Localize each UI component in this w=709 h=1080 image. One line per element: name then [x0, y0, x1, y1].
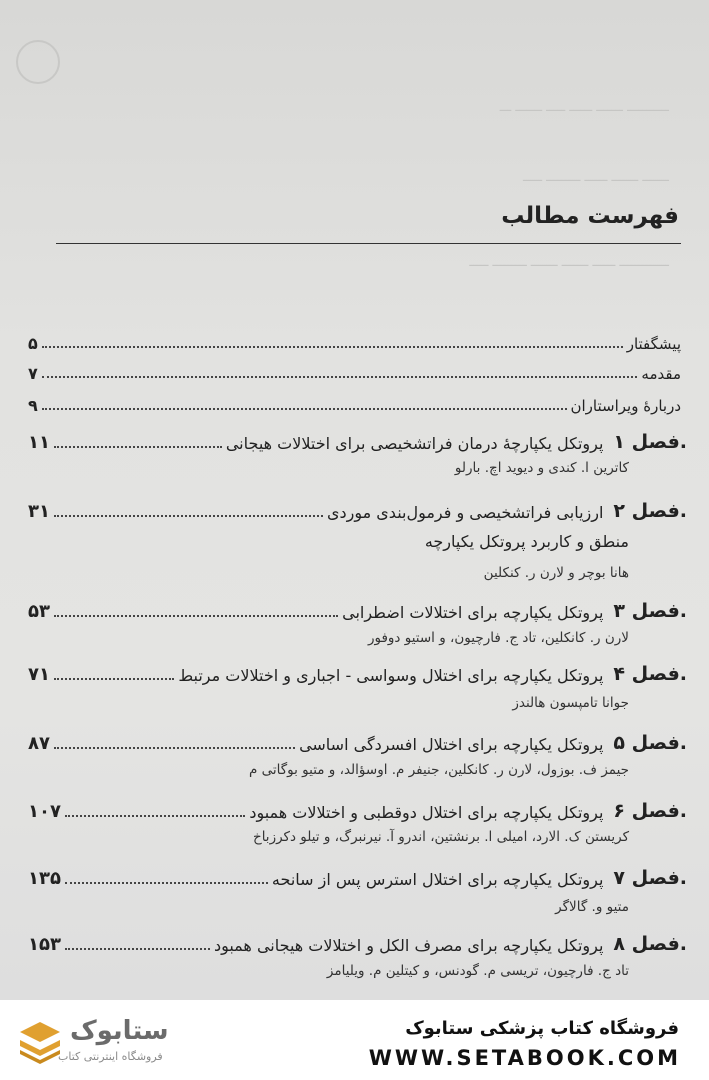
page-number: ۹	[28, 396, 38, 415]
chapter-authors: جیمز ف. بوزول، لارن ر. کانکلین، جنیفر م. اوسؤالد، و متیو بوگاتی م	[248, 762, 629, 778]
dot-leader	[65, 882, 268, 884]
toc-entry-about-editors[interactable]	[28, 391, 681, 415]
page-number: ۱۱	[28, 432, 50, 453]
dot-leader	[54, 678, 174, 680]
toc-entry-chapter-1[interactable]	[28, 427, 687, 453]
chapter-title: پروتکل یکپارچه برای اختلال وسواسی - اجباری و اختلالات مرتبط	[178, 666, 604, 685]
page-number: ۱۰۷	[28, 801, 61, 822]
page-number: ۸۷	[28, 733, 50, 754]
toc-entry-introduction[interactable]	[28, 359, 681, 383]
chapter-label: فصل ۴.	[613, 663, 687, 685]
chapter-authors: تاد ج. فارچیون، تریسی م. گودنس، و کیتلین م. ویلیامز	[326, 963, 629, 979]
chapter-label: فصل ۸.	[613, 933, 687, 955]
dot-leader	[54, 615, 338, 617]
chapter-label: فصل ۳.	[613, 600, 687, 622]
chapter-title: پروتکل یکپارچه برای اختلال افسردگی اساسی	[299, 735, 604, 754]
toc-entry-preface[interactable]	[28, 329, 681, 353]
dot-leader	[42, 376, 638, 378]
bleed-through-text: ـــــــــــ ـــــــ ــــــ ـــــ ـــــــ ـــ	[499, 100, 669, 115]
chapter-authors: کریستن ک. الارد، امیلی ا. برنشتین، اندرو آ. نیرنبرگ، و تیلو دکرزباخ	[252, 829, 629, 845]
toc-entry-chapter-7[interactable]	[28, 863, 687, 889]
dot-leader	[65, 815, 245, 817]
title-underline	[56, 243, 681, 244]
page-number: ۱۳۵	[28, 868, 61, 889]
toc-entry-chapter-6[interactable]	[28, 796, 687, 822]
page-number: ۷۱	[28, 664, 50, 685]
toc-entry-chapter-2[interactable]	[28, 496, 687, 522]
chapter-title: پروتکل یکپارچه برای اختلال استرس پس از سانحه	[271, 870, 604, 889]
chapter-authors: لارن ر. کانکلین، تاد ج. فارچیون، و استیو دوفور	[367, 630, 629, 646]
chapter-title-continuation: منطق و کاربرد پروتکل یکپارچه	[424, 532, 629, 551]
dot-leader	[54, 446, 222, 448]
toc-entry-label: دربارهٔ ویراستاران	[570, 397, 681, 415]
toc-entry-chapter-4[interactable]	[28, 659, 687, 685]
chapter-authors: جوانا تامپسون هالندز	[512, 695, 629, 711]
chapter-label: فصل ۷.	[613, 867, 687, 889]
book-stack-icon	[18, 1018, 62, 1064]
chapter-authors: متیو و. گالاگر	[555, 899, 629, 915]
dot-leader	[54, 515, 323, 517]
chapter-title: پروتکل یکپارچه برای اختلال دوقطبی و اختلالات همبود	[249, 803, 604, 822]
store-name: فروشگاه کتاب پزشکی ستابوک	[405, 1018, 679, 1039]
toc-entry-label: مقدمه	[641, 365, 681, 383]
bleed-through-text: ـــــــــــــ ــــــ ـــــــ ـــــــ ـــــــــ ـــــ	[469, 255, 669, 270]
dot-leader	[65, 948, 210, 950]
dot-leader	[54, 747, 295, 749]
chapter-label: فصل ۱.	[613, 431, 687, 453]
logo-wordmark: ستابوک	[70, 1016, 169, 1046]
toc-entry-chapter-3[interactable]	[28, 596, 687, 622]
store-footer	[0, 1000, 709, 1080]
page-number: ۱۵۳	[28, 934, 61, 955]
chapter-label: فصل ۵.	[613, 732, 687, 754]
page-number: ۵۳	[28, 601, 50, 622]
bleed-through-text: ـــــــ ـــــــ ــــــ ـــــــــ ـــــ	[522, 170, 669, 185]
chapter-authors: کاترین ا. کندی و دیوید اچ. بارلو	[454, 460, 629, 476]
logo-subtitle: فروشگاه اینترنتی کتاب	[58, 1050, 163, 1063]
toc-entry-label: پیشگفتار	[626, 335, 681, 353]
page-title: فهرست مطالب	[501, 203, 679, 229]
store-url-link[interactable]: WWW.SETABOOK.COM	[368, 1046, 681, 1070]
page-number: ۷	[28, 364, 38, 383]
page-number: ۳۱	[28, 501, 50, 522]
dot-leader	[42, 346, 623, 348]
chapter-label: فصل ۲.	[613, 500, 687, 522]
chapter-label: فصل ۶.	[613, 800, 687, 822]
toc-entry-chapter-8[interactable]	[28, 929, 687, 955]
store-logo[interactable]	[18, 1016, 278, 1066]
chapter-title: ارزیابی فراتشخیصی و فرمول‌بندی موردی	[326, 503, 604, 522]
page-number: ۵	[28, 334, 38, 353]
chapter-authors: هانا بوچر و لارن ر. کنکلین	[483, 565, 629, 581]
chapter-title: پروتکل یکپارچه برای مصرف الکل و اختلالات هیجانی همبود	[213, 936, 604, 955]
chapter-title: پروتکل یکپارچهٔ درمان فراتشخیصی برای اختلالات هیجانی	[225, 434, 604, 453]
bleed-through-circle	[16, 40, 60, 84]
chapter-title: پروتکل یکپارچه برای اختلالات اضطرابی	[342, 603, 604, 622]
toc-entry-chapter-5[interactable]	[28, 728, 687, 754]
dot-leader	[42, 408, 567, 410]
